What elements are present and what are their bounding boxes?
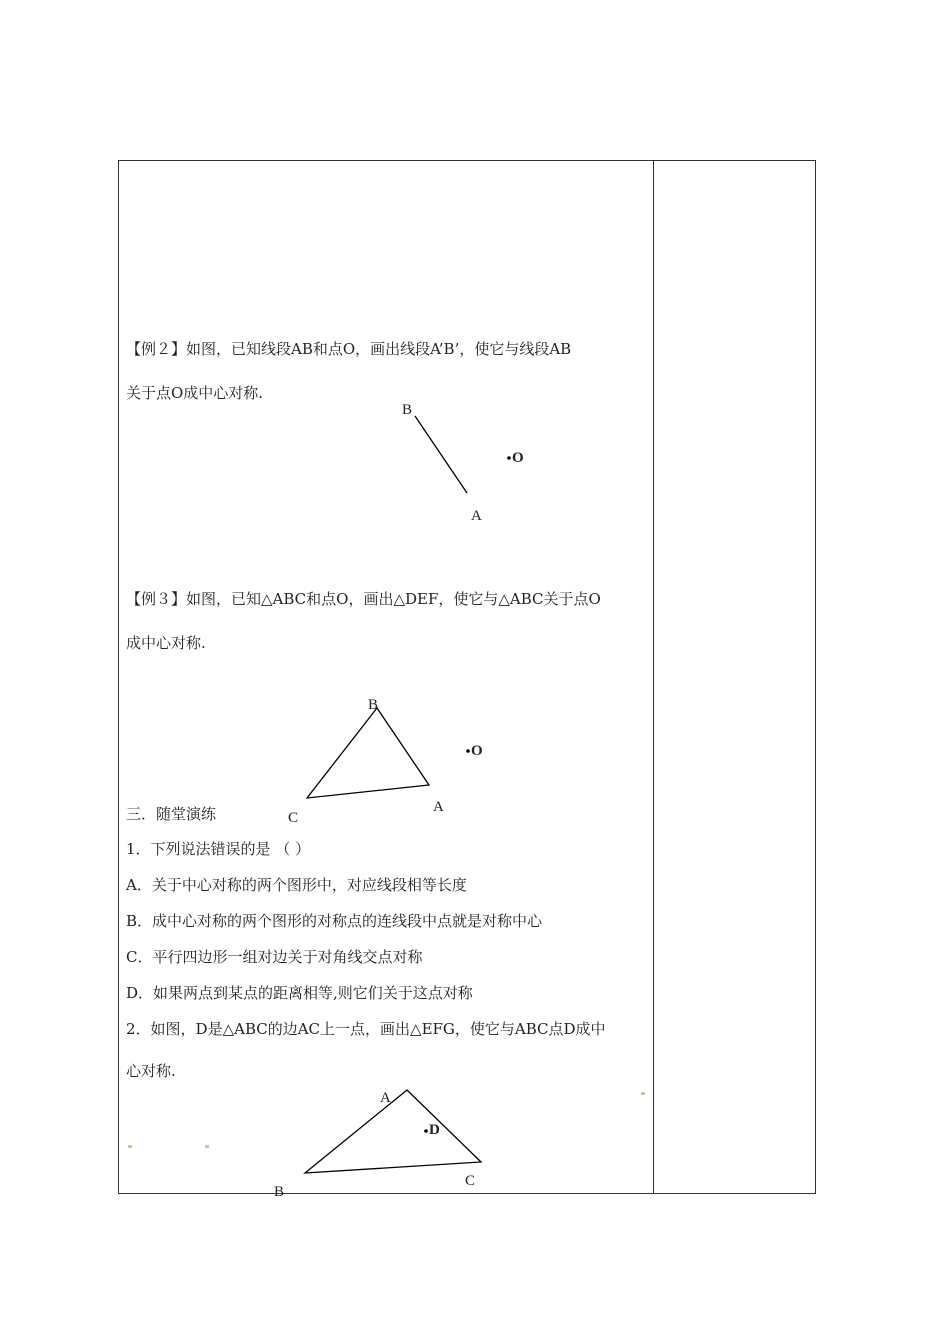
q2-label-b: B: [274, 1184, 285, 1200]
stray-mark: [128, 1145, 132, 1148]
stray-mark: [641, 1092, 645, 1095]
q2-label-a: A: [380, 1090, 391, 1106]
question1: 1．下列说法错误的是 （ ）: [126, 840, 311, 858]
example2-line2: 关于点O成中心对称.: [126, 384, 264, 402]
point-o-ex3: [466, 749, 470, 753]
option-a: A．关于中心对称的两个图形中，对应线段相等长度: [126, 876, 467, 894]
q2-label-d: D: [429, 1122, 440, 1138]
point-d-q2: [424, 1129, 428, 1133]
ex3-label-a: A: [433, 799, 444, 815]
option-c: C．平行四边形一组对边关于对角线交点对称: [126, 948, 423, 966]
question2-line2: 心对称.: [126, 1062, 176, 1080]
triangle-abc-q2: [305, 1090, 481, 1173]
ex3-label-o: O: [471, 743, 483, 759]
ex3-label-c: C: [288, 810, 299, 826]
example2-line1: 【例２】如图，已知线段AB和点O，画出线段A’B’，使它与线段AB: [126, 340, 572, 358]
segment-ab: [415, 416, 467, 493]
ex2-label-b: B: [402, 402, 413, 418]
example3-line1: 【例３】如图，已知△ABC和点O，画出△DEF，使它与△ABC关于点O: [126, 590, 601, 608]
question2-line1: 2．如图，D是△ABC的边AC上一点，画出△EFG，使它与ABC点D成中: [126, 1020, 606, 1038]
option-b: B．成中心对称的两个图形的对称点的连线段中点就是对称中心: [126, 912, 543, 930]
stray-mark: [205, 1145, 209, 1148]
point-o-ex2: [507, 456, 511, 460]
practice-heading: 三．随堂演练: [126, 805, 217, 823]
option-d: D．如果两点到某点的距离相等,则它们关于这点对称: [126, 984, 473, 1002]
ex2-label-o: O: [512, 450, 524, 466]
ex3-label-b: B: [368, 697, 379, 713]
q2-label-c: C: [465, 1173, 476, 1189]
triangle-abc-ex3: [307, 708, 429, 798]
ex2-label-a: A: [471, 508, 482, 524]
example3-line2: 成中心对称.: [126, 634, 206, 652]
